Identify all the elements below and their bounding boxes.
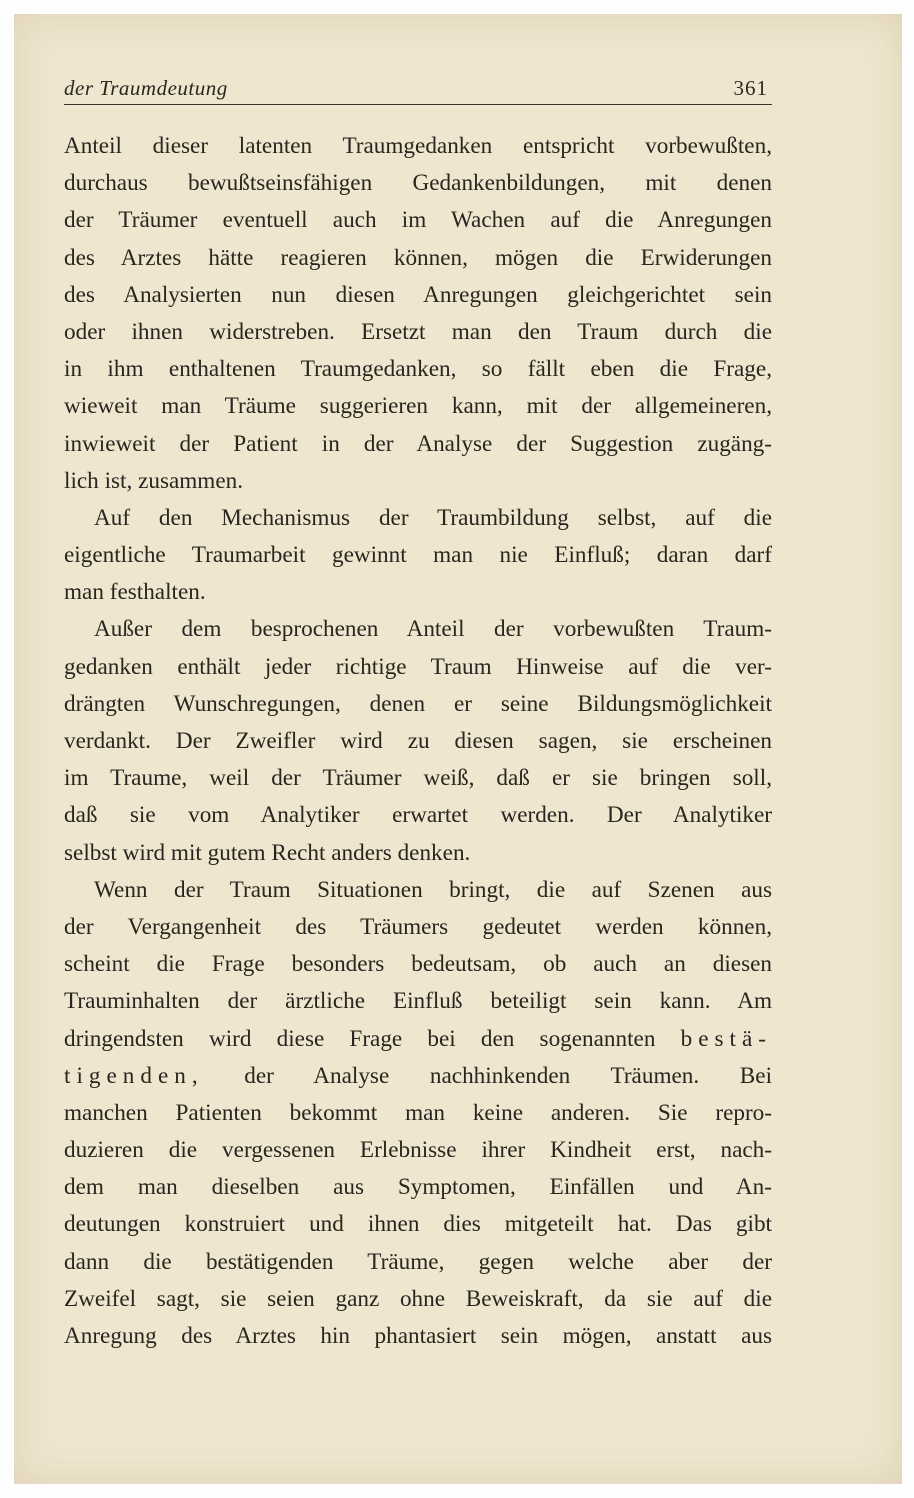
text-line: der Träumer eventuell auch im Wachen auf die Anregungen bbox=[64, 207, 772, 234]
text-line: im Traume, weil der Träumer weiß, daß er sie bringen soll, bbox=[64, 765, 772, 792]
text-line: lich ist, zusammen. bbox=[64, 467, 244, 494]
emphasized-word: bestä- bbox=[680, 1025, 772, 1052]
text-line: scheint die Frage besonders bedeutsam, ob auch an diesen bbox=[64, 951, 772, 978]
page-number: 361 bbox=[733, 76, 768, 100]
text-line: drängten Wunschregungen, denen er seine Bildungsmöglichkeit bbox=[64, 690, 772, 717]
text-line: daß sie vom Analytiker erwartet werden. Der Analytiker bbox=[64, 802, 772, 829]
text-line: duzieren die vergessenen Erlebnisse ihrer Kindheit erst, nach- bbox=[64, 1137, 772, 1164]
text-line: durchaus bewußtseinsfähigen Gedankenbildungen, mit denen bbox=[64, 170, 772, 197]
text-line: dem man dieselben aus Symptomen, Einfällen und An- bbox=[64, 1174, 772, 1201]
text-line: Zweifel sagt, sie seien ganz ohne Beweiskraft, da sie auf die bbox=[64, 1285, 772, 1312]
text-line: gedanken enthält jeder richtige Traum Hinweise auf die ver- bbox=[64, 653, 772, 680]
text-line: in ihm enthaltenen Traumgedanken, so fällt eben die Frage, bbox=[64, 356, 772, 383]
text-line: deutungen konstruiert und ihnen dies mitgeteilt hat. Das gibt bbox=[64, 1211, 772, 1238]
paragraph-start: Außer dem besprochenen Anteil der vorbewußten Traum- bbox=[94, 616, 772, 643]
text-line: manchen Patienten bekommt man keine anderen. Sie repro- bbox=[64, 1099, 772, 1126]
text-line: dann die bestätigenden Träume, gegen welche aber der bbox=[64, 1248, 772, 1275]
text-fragment: der Analyse nachhinkenden Träumen. Bei bbox=[244, 1062, 773, 1089]
text-line: des Analysierten nun diesen Anregungen gleichgerichtet sein bbox=[64, 281, 772, 308]
text-line: man festhalten. bbox=[64, 579, 206, 606]
text-line bbox=[64, 1058, 772, 1095]
body-text bbox=[64, 128, 772, 1355]
text-line: der Vergangenheit des Träumers gedeutet werden können, bbox=[64, 913, 772, 940]
text-line: oder ihnen widerstreben. Ersetzt man den Traum durch die bbox=[64, 318, 772, 345]
text-line: inwieweit der Patient in der Analyse der Suggestion zugäng- bbox=[64, 430, 772, 457]
text-line bbox=[64, 1021, 772, 1058]
text-line: wieweit man Träume suggerieren kann, mit der allgemeineren, bbox=[64, 393, 772, 420]
paragraph-start: Wenn der Traum Situationen bringt, die auf Szenen aus bbox=[94, 876, 772, 903]
text-fragment: dringendsten wird diese Frage bei den sogenannten bbox=[64, 1025, 656, 1052]
emphasized-word: tigenden, bbox=[64, 1062, 204, 1089]
text-line: verdankt. Der Zweifler wird zu diesen sagen, sie erscheinen bbox=[64, 728, 772, 754]
page-header bbox=[64, 74, 772, 105]
running-head: der Traumdeutung bbox=[64, 76, 228, 100]
text-line: eigentliche Traumarbeit gewinnt man nie Einfluß; daran darf bbox=[64, 542, 772, 569]
text-line: selbst wird mit gutem Recht anders denken. bbox=[64, 839, 471, 866]
text-line: Anteil dieser latenten Traumgedanken entspricht vorbewußten, bbox=[64, 133, 772, 159]
paragraph-start: Auf den Mechanismus der Traumbildung selbst, auf die bbox=[94, 504, 772, 531]
text-line: Trauminhalten der ärztliche Einfluß beteiligt sein kann. Am bbox=[64, 988, 772, 1015]
text-line: Anregung des Arztes hin phantasiert sein mögen, anstatt aus bbox=[64, 1323, 772, 1349]
text-line: des Arztes hätte reagieren können, mögen die Erwiderungen bbox=[64, 244, 772, 271]
